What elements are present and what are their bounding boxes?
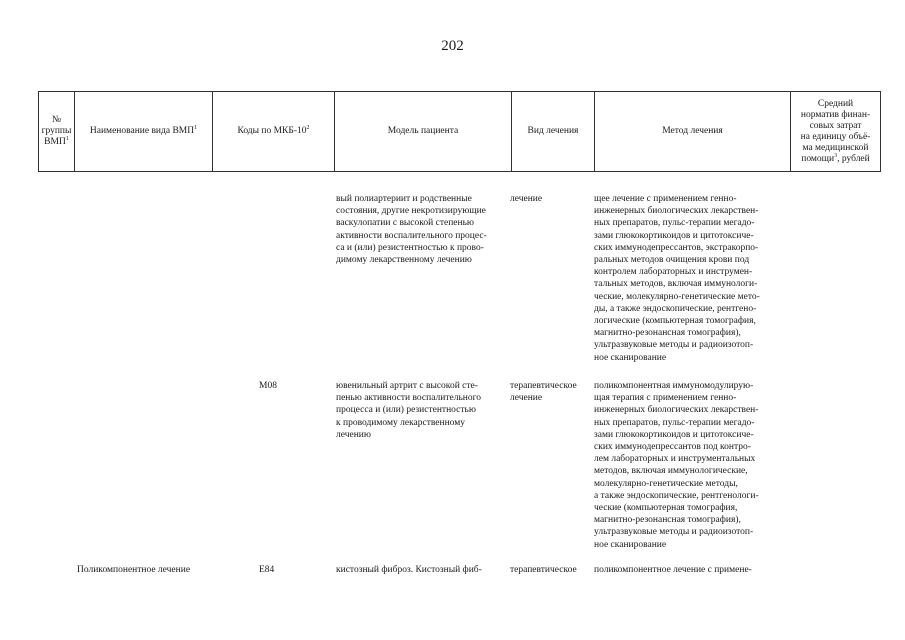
page-number: 202	[441, 38, 464, 54]
row3-patient-model: кистозный фиброз. Кистозный фиб-	[336, 565, 482, 575]
row3-hmp-name: Поликомпонентное лечение	[77, 565, 191, 575]
row1-treatment-method: щее лечение с применением генно- инженерных биологических лекарствен- ных препаратов, пульс-терапии мегадо- зами глюкокортикоидов и цитотоксиче- ских иммунодепрессантов, экстракорпо- ральных методов очищения крови под контролем лабораторных и инструмен- тальных методов, включая иммунологи- ческие, молекулярно-генетические мето- ды, а также эндоскопические, рентгено- логические (компьютерная томография, магнитно-резонансная томография), ультразвуковые методы и радиоизотоп- ное сканирование	[594, 194, 760, 363]
table-header	[38, 91, 881, 172]
header-average-cost: Средний норматив финан- совых затрат на единицу объё- ма медицинской помощи$^3$, рублей	[791, 92, 881, 172]
row3-treatment-type: терапевтическое	[510, 565, 577, 575]
header-group-number: № группы ВМП$^1$	[39, 92, 75, 172]
header-treatment-type: Вид лечения	[512, 92, 595, 172]
row2-icd-code: М08	[259, 381, 277, 391]
row2-treatment-method: поликомпонентная иммуномодулирую- щая терапия с применением генно- инженерных биологических лекарствен- ных препаратов, пульс-терапии мегадо- зами глюкокортикоидов и цитотоксиче- ских иммунодепрессантов под контро- лем лабораторных и инструментальных методов, включая иммунологические, молекулярно-генетические методы, а также эндоскопические, рентгенологи- ческие (компьютерная томография, магнитно-резонансная томография), ультразвуковые методы и радиоизотоп- ное сканирование	[594, 381, 759, 550]
row1-patient-model: вый полиартериит и родственные состояния, другие некротизирующие васкулопатии с высокой степенью активности воспалительного процес- са и (или) резистентностью к прово- димому лекарственному лечению	[336, 194, 487, 266]
header-icd-codes: Коды по МКБ-$10^2$	[213, 92, 335, 172]
row3-icd-code: Е84	[259, 565, 275, 575]
header-hmp-name: Наименование вида ВМП$^1$	[75, 92, 213, 172]
row1-treatment-type: лечение	[510, 194, 543, 204]
row3-treatment-method: поликомпонентное лечение с примене-	[594, 565, 752, 575]
row2-treatment-type: терапевтическое лечение	[510, 381, 577, 404]
row2-patient-model: ювенильный артрит с высокой сте- пенью активности воспалительного процесса и (или) резистентностью к проводимому лекарственному лечению	[336, 381, 482, 440]
header-treatment-method: Метод лечения	[595, 92, 791, 172]
header-patient-model: Модель пациента	[335, 92, 512, 172]
